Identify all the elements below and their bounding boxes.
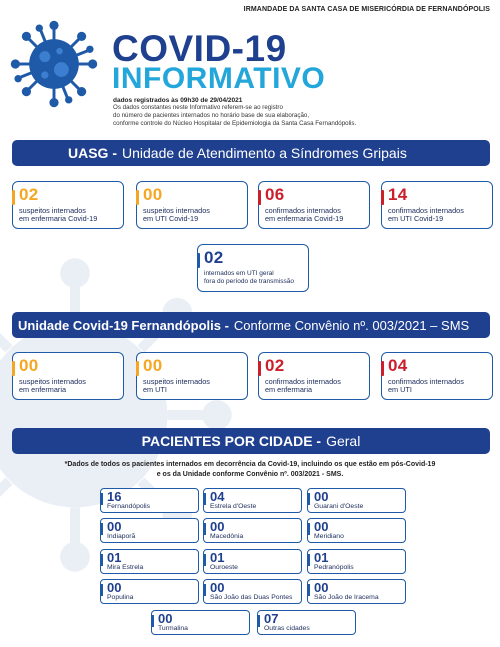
uasg-section-header: UASG - Unidade de Atendimento a Síndromes Gripais (12, 140, 490, 166)
unit-card-confirmed-icu: 04 confirmados internados em UTI (381, 352, 493, 400)
card-accent (12, 190, 15, 205)
registration-note: Os dados constantes neste Informativo referem-se ao registro do número de pacientes internados no horário base de sua elaboração, conforme controle do Núcleo Hospitalar de Epidemiologia da Santa Casa Fernandópolis. (113, 104, 357, 127)
card-accent (136, 361, 139, 376)
city-card: 00 Turmalina (151, 610, 250, 635)
unit-card-suspect-ward: 00 suspeitos internados em enfermaria (12, 352, 124, 400)
city-card: 00 Indiaporã (100, 518, 199, 543)
city-card: 00 São João das Duas Pontes (203, 579, 302, 604)
city-card: 00 Populina (100, 579, 199, 604)
unit-section-header: Unidade Covid-19 Fernandópolis - Conforme Convênio nº. 003/2021 – SMS (12, 312, 490, 338)
city-card: 01 Ouroeste (203, 549, 302, 574)
city-card: 07 Outras cidades (257, 610, 356, 635)
city-card: 00 Meridiano (307, 518, 406, 543)
organization-name: IRMANDADE DA SANTA CASA DE MISERICÓRDIA DE FERNANDÓPOLIS (243, 6, 490, 13)
city-card: 01 Pedranópolis (307, 549, 406, 574)
registration-date: dados registrados às 09h30 de 29/04/2021 (113, 97, 243, 104)
uasg-card-general-icu: 02 internados em UTI geral fora do período de transmissão (197, 244, 309, 292)
page-title: COVID-19 (112, 28, 287, 69)
unit-card-suspect-icu: 00 suspeitos internados em UTI (136, 352, 248, 400)
card-accent (12, 361, 15, 376)
uasg-card-confirmed-ward: 06 confirmados internados em enfermaria Covid-19 (258, 181, 370, 229)
uasg-card-suspect-ward: 02 suspeitos internados em enfermaria Covid-19 (12, 181, 124, 229)
page-subtitle: INFORMATIVO (112, 62, 326, 95)
city-card: 00 Guarani d'Oeste (307, 488, 406, 513)
city-card: 00 Macedônia (203, 518, 302, 543)
city-card: 16 Fernandópolis (100, 488, 199, 513)
city-card: 00 São João de Iracema (307, 579, 406, 604)
city-card: 04 Estrela d'Oeste (203, 488, 302, 513)
card-accent (381, 190, 384, 205)
uasg-card-suspect-icu: 00 suspeitos internados em UTI Covid-19 (136, 181, 248, 229)
cities-section-header: PACIENTES POR CIDADE - Geral (12, 428, 490, 454)
city-card: 01 Mira Estrela (100, 549, 199, 574)
card-accent (197, 253, 200, 268)
virus-logo-icon (8, 18, 100, 110)
cities-footnote: *Dados de todos os pacientes internados em decorrência da Covid-19, incluindo os que estão em pós-Covid-19 e os da Unidade conforme Convênio nº. 003/2021 - SMS. (64, 461, 436, 478)
card-accent (258, 361, 261, 376)
unit-card-confirmed-ward: 02 confirmados internados em enfermaria (258, 352, 370, 400)
card-accent (381, 361, 384, 376)
card-accent (258, 190, 261, 205)
card-accent (136, 190, 139, 205)
uasg-card-confirmed-icu: 14 confirmados internados em UTI Covid-19 (381, 181, 493, 229)
